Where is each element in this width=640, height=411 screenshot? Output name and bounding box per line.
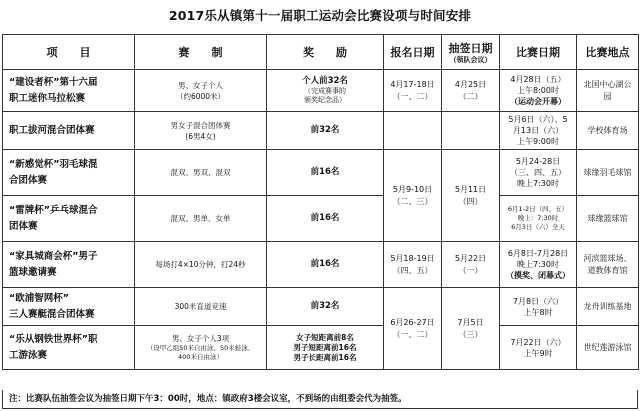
- event-name: “雷牌杯”乒乓球混合 团体赛: [3, 196, 135, 242]
- header-draw-date: [442, 35, 500, 70]
- match-date: 7月22日（六） 上午9时: [500, 326, 577, 370]
- table-row: [3, 326, 639, 370]
- event-format: 男、女子个人3项 （设甲乙组50米自由泳、50米蛙泳、 400米自由泳）: [135, 326, 267, 370]
- venue: 球缘羽毛球馆: [577, 150, 639, 196]
- header-draw-label: 抽签日期: [448, 41, 493, 55]
- header-venue: 比赛地点: [577, 35, 639, 70]
- draw-date: [442, 112, 500, 150]
- schedule-table: [2, 34, 639, 370]
- table-row: [3, 70, 639, 112]
- draw-date: 4月25日 （二）: [442, 70, 500, 112]
- event-name: 职工拔河混合团体赛: [3, 112, 135, 150]
- table-row: [3, 112, 639, 150]
- reg-date: 5月9-10日 （二、三）: [384, 150, 442, 242]
- event-name: “建设者杯”第十六届 职工迷你马拉松赛: [3, 70, 135, 112]
- reg-date: 4月17-18日 （一、二）: [384, 70, 442, 112]
- draw-date: 5月11日 （四）: [442, 150, 500, 242]
- match-date: 6月1-2日（四、五） 晚上：7:30时 6月3日（六）全天: [500, 196, 577, 242]
- table-row: [3, 196, 639, 242]
- event-award: 前16名: [267, 242, 384, 288]
- table-row: [3, 242, 639, 288]
- event-format: 男、女子个人 （约6000米）: [135, 70, 267, 112]
- match-date: 5月24-28日 （三、四、五） 晚上7:30时: [500, 150, 577, 196]
- event-name: “乐从钢铁世界杯”职 工游泳赛: [3, 326, 135, 370]
- header-match-date: 比赛日期: [500, 35, 577, 70]
- reg-date: [384, 112, 442, 150]
- reg-date: 6月26-27日 （一、二）: [384, 288, 442, 370]
- event-format: 每场打4×10分钟，打24秒: [135, 242, 267, 288]
- event-award: 个人前32名 （完成赛事的 颁奖纪念品）: [267, 70, 384, 112]
- match-date: 5月6日（六）、5 月13日（六） 上午9:00时: [500, 112, 577, 150]
- header-draw-sub: （领队会议）: [449, 55, 492, 64]
- venue: 河滨篮球场、 道教体育馆: [577, 242, 639, 288]
- event-format: 混双、男双、混双: [135, 150, 267, 196]
- event-name: “家具城商会杯”男子 篮球邀请赛: [3, 242, 135, 288]
- match-date: 4月28日（五） 上午8:00时 （运动会开幕）: [500, 70, 577, 112]
- page-title: 2017乐从镇第十一届职工运动会比赛设项与时间安排: [168, 8, 472, 23]
- footnote: 注：比赛队伍抽签会议为抽签日期下午3：00时，地点：镇政府3楼会议室，不到场的由组委会代为抽签。: [2, 390, 638, 409]
- venue: 世纪莲游泳馆: [577, 326, 639, 370]
- header-award: 奖 励: [267, 35, 384, 70]
- event-format: 混双、男单、女单: [135, 196, 267, 242]
- event-award: 女子短距离前8名 男子短距离前16名 男子长距离前16名: [267, 326, 384, 370]
- event-format: 300米直道竞速: [135, 288, 267, 326]
- reg-date: 5月18-19日 （四、五）: [384, 242, 442, 288]
- event-award: 前32名: [267, 112, 384, 150]
- match-date: 6月8日-7月28日 晚上7:30时 （摸奖、闭幕式）: [500, 242, 577, 288]
- header-row: [3, 35, 639, 70]
- event-award: 前16名: [267, 150, 384, 196]
- draw-date: 7月5日 （三）: [442, 288, 500, 370]
- venue: 北国中心湖公 园: [577, 70, 639, 112]
- event-format: 男女子混合团体赛 (6男4女): [135, 112, 267, 150]
- event-name: “欧浦智网杯” 三人赛艇混合团体赛: [3, 288, 135, 326]
- table-row: [3, 288, 639, 326]
- event-award: 前32名: [267, 288, 384, 326]
- header-reg-date: 报名日期: [384, 35, 442, 70]
- venue: 学校体育场: [577, 112, 639, 150]
- event-name: “新感觉杯”羽毛球混 合团体赛: [3, 150, 135, 196]
- event-award: 前16名: [267, 196, 384, 242]
- draw-date: 5月22日 （一）: [442, 242, 500, 288]
- venue: 球缘篮球馆: [577, 196, 639, 242]
- header-item: 项 目: [3, 35, 135, 70]
- table-row: [3, 150, 639, 196]
- venue: 龙舟训练基地: [577, 288, 639, 326]
- match-date: 7月8日（六） 上午8时: [500, 288, 577, 326]
- header-format: 赛 制: [135, 35, 267, 70]
